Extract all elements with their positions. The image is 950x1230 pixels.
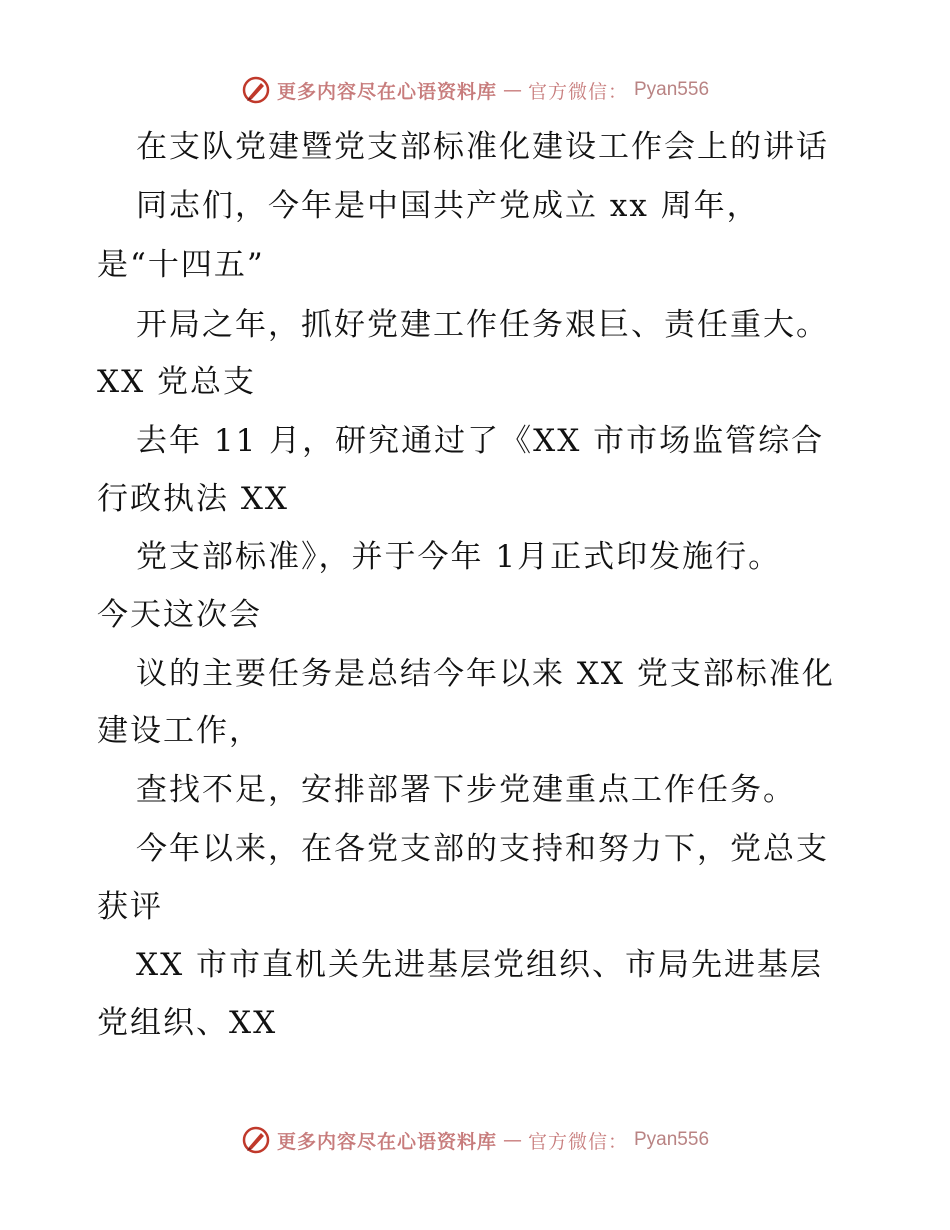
watermark-dash: —	[502, 79, 522, 101]
text-line: 开局之年，抓好党建工作任务艰巨、责任重大。	[136, 307, 829, 343]
text-line: 党支部标准》，并于今年 1月正式印发施行。	[136, 539, 782, 575]
text-line: XX 党总支	[97, 364, 256, 400]
footer-watermark	[0, 1122, 950, 1158]
text-line: 同志们，今年是中国共产党成立 xx 周年，	[136, 188, 760, 224]
document-title: 在支队党建暨党支部标准化建设工作会上的讲话	[136, 129, 829, 165]
text-line: 今天这次会	[97, 597, 262, 633]
text-line: XX 市市直机关先进基层党组织、市局先进基层	[136, 947, 823, 983]
watermark-text: 更多内容尽在心语资料库	[276, 1130, 497, 1153]
watermark-id: Pyan556	[634, 1129, 710, 1150]
watermark-dash: —	[502, 1129, 522, 1151]
text-line: 去年 11 月，研究通过了《XX 市市场监管综合	[136, 423, 825, 459]
text-line: 是“十四五”	[97, 247, 265, 283]
watermark-label: 官方微信：	[527, 80, 628, 103]
text-line: 行政执法 XX	[97, 481, 289, 517]
text-line: 查找不足，安排部署下步党建重点工作任务。	[136, 772, 796, 808]
text-line: 今年以来，在各党支部的支持和努力下，党总支	[136, 831, 829, 867]
watermark-id: Pyan556	[634, 79, 710, 100]
text-line: 建设工作，	[97, 713, 262, 749]
text-line: 党组织、XX	[97, 1005, 278, 1041]
pen-logo-icon	[241, 1125, 271, 1155]
text-line: 获评	[97, 889, 163, 925]
watermark-label: 官方微信：	[527, 1130, 628, 1153]
watermark-text: 更多内容尽在心语资料库	[276, 80, 497, 103]
text-line: 议的主要任务是总结今年以来 XX 党支部标准化	[136, 656, 835, 692]
